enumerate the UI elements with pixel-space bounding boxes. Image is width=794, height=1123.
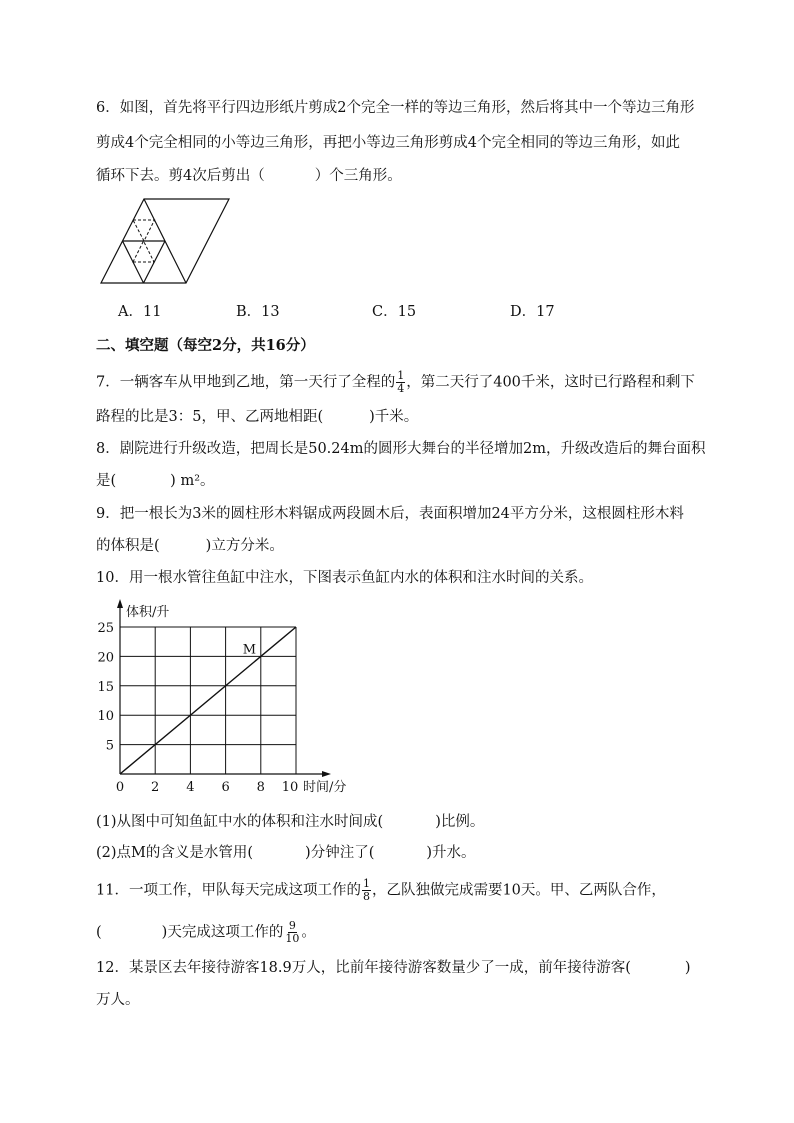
q7-frac-den: 4 — [397, 382, 405, 395]
q10-sub2-text-c: )升水。 — [426, 845, 476, 861]
x-axis-arrow — [322, 771, 331, 777]
x-tick-label: 0 — [115, 780, 125, 795]
q10-sub2-text-b: )分钟注了( — [305, 845, 375, 861]
y-axis-arrow — [117, 599, 123, 608]
dashed-triangle-upper — [133, 220, 155, 241]
chart-series — [120, 627, 296, 774]
x-axis-title: 时间/分 — [303, 780, 347, 795]
q12-line-1 — [96, 958, 691, 978]
option-c[interactable]: C．15 — [372, 304, 417, 320]
q9-text-a: 的体积是( — [96, 538, 160, 554]
q10-sub-2 — [96, 843, 476, 863]
q11-fraction-2 — [284, 920, 300, 945]
q11-line-1 — [96, 878, 666, 903]
q11-frac2-num: 9 — [288, 919, 296, 932]
q11-text-b: ，乙队独做完成需要10天。甲、乙两队合作， — [371, 882, 666, 899]
q11-fraction-1 — [362, 878, 371, 903]
q7-text-a: 7．一辆客车从甲地到乙地，第一天行了全程的 — [96, 374, 396, 391]
q12-text-b: ) — [684, 960, 691, 976]
q7-line-1 — [96, 370, 695, 395]
q11-frac1-num: 1 — [362, 877, 370, 890]
q10-sub1-text-a: (1)从图中可知鱼缸中水的体积和注水时间成( — [96, 814, 384, 830]
q7-line-2 — [96, 407, 418, 427]
q11-frac1-den: 8 — [362, 890, 370, 903]
y-tick-label: 15 — [97, 679, 114, 695]
dashed-triangle-lower — [133, 241, 154, 262]
q7-text-b: ，第二天行了400千米，这时已行路程和剩下 — [406, 374, 695, 391]
series-line — [120, 627, 296, 774]
option-b[interactable]: B．13 — [236, 304, 280, 320]
volume-time-chart — [90, 596, 350, 802]
q12-line-2: 万人。 — [96, 992, 140, 1008]
parallelogram-figure — [96, 195, 236, 287]
section-2-title: 二、填空题（每空2分，共16分） — [96, 337, 315, 354]
point-label-m: M — [242, 642, 257, 658]
x-tick-label: 6 — [221, 780, 230, 795]
q10-sub1-text-b: )比例。 — [435, 814, 485, 830]
q11-text-e: 。 — [301, 924, 316, 941]
y-axis-title: 体积/升 — [126, 605, 170, 620]
q7-text-d: )千米。 — [369, 409, 419, 425]
q11-text-a: 11．一项工作，甲队每天完成这项工作的 — [96, 882, 361, 899]
q12-text-a: 12．某景区去年接待游客18.9万人，比前年接待游客数量少了一成，前年接待游客( — [96, 960, 631, 976]
y-tick-label: 20 — [97, 650, 114, 666]
q9-line-2 — [96, 536, 284, 556]
q6-line-3-text-b: ）个三角形。 — [314, 168, 402, 184]
q7-fraction — [396, 370, 405, 395]
q8-text-a: 是( — [96, 473, 117, 489]
x-tick-label: 8 — [256, 780, 265, 795]
q8-text-b: ) m²。 — [170, 473, 215, 489]
q9-text-b: )立方分米。 — [205, 538, 284, 554]
q10-sub-1 — [96, 812, 484, 832]
q11-frac2-den: 10 — [285, 932, 300, 945]
q9-line-1: 9．把一根长为3米的圆柱形木料锯成两段圆木后，表面积增加24平方分米，这根圆柱形木料 — [96, 506, 684, 522]
x-tick-label: 2 — [151, 780, 160, 795]
q6-line-1: 6．如图，首先将平行四边形纸片剪成2个完全一样的等边三角形，然后将其中一个等边三角形 — [96, 100, 695, 116]
option-d[interactable]: D．17 — [510, 304, 555, 320]
chart-labels — [97, 604, 346, 795]
q10-line-1: 10．用一根水管往鱼缸中注水，下图表示鱼缸内水的体积和注水时间的关系。 — [96, 570, 593, 586]
q6-line-3 — [96, 166, 402, 186]
x-tick-label: 4 — [186, 780, 195, 795]
q8-line-2 — [96, 471, 215, 491]
y-tick-label: 10 — [97, 709, 114, 725]
option-a[interactable]: A．11 — [118, 304, 162, 320]
q6-line-2: 剪成4个完全相同的小等边三角形，再把小等边三角形剪成4个完全相同的等边三角形，如此 — [96, 135, 680, 151]
y-tick-label: 25 — [97, 621, 114, 636]
y-tick-label: 5 — [105, 738, 114, 754]
q10-sub2-text-a: (2)点M的含义是水管用( — [96, 845, 254, 861]
q11-line-2 — [96, 920, 316, 945]
q7-text-c: 路程的比是3：5，甲、乙两地相距( — [96, 409, 324, 425]
q11-text-d: )天完成这项工作的 — [161, 924, 284, 941]
x-tick-label: 10 — [281, 780, 299, 795]
q11-text-c: ( — [96, 924, 102, 941]
q8-line-1: 8．剧院进行升级改造，把周长是50.24m的圆形大舞台的半径增加2m，升级改造后的舞台面积 — [96, 441, 706, 457]
q7-frac-num: 1 — [397, 369, 405, 382]
q6-line-3-text-a: 循环下去。剪4次后剪出（ — [96, 168, 265, 184]
